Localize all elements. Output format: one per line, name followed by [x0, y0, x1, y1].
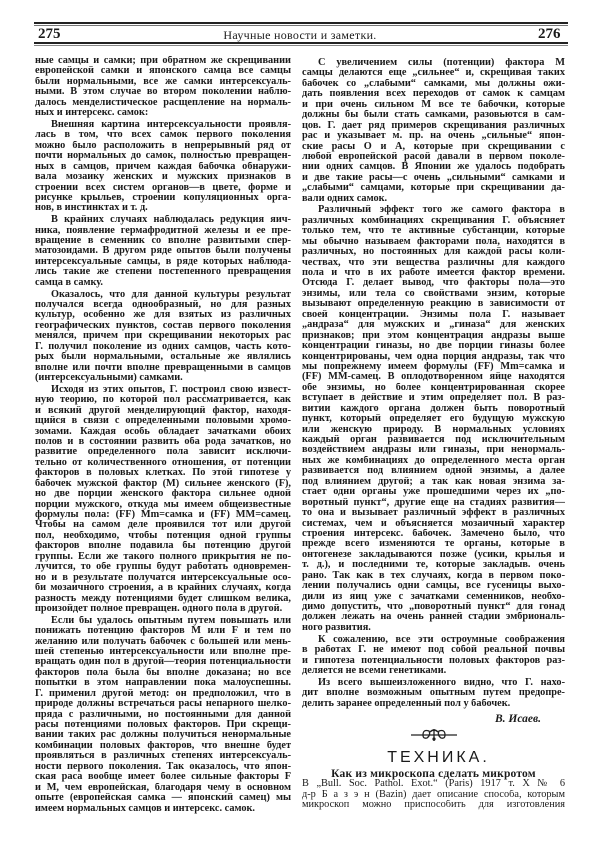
text-line: вызывают определенную реакцию в зависимости от — [302, 299, 565, 310]
text-line: Чтобы на самом деле проявился тот или другой — [35, 520, 291, 531]
text-line: лась в том, что всех самок первого поколения — [35, 130, 291, 141]
text-line: рано. Так как в тех случаях, когда в первом поко- — [302, 570, 565, 581]
text-line: Оказалось, что для данной культуры результат — [51, 289, 291, 300]
text-line: группы. Если же такого полного прикрытия не по- — [35, 551, 291, 562]
text-line: культур, особенно же для взятых из различных — [35, 310, 291, 321]
text-line: географических пунктов, состав первого поколения — [35, 320, 291, 331]
text-line: пола и что в их работе имеется фактор времени. — [302, 268, 565, 279]
page-number-left: 275 — [38, 26, 61, 42]
text-line: развивается под влиянием одной энзимы, а далее — [302, 466, 565, 477]
text-line: онтогенезе закладываются позже (усики, крылья и — [302, 549, 565, 560]
paragraph — [302, 58, 565, 204]
text-line: разность между потенциями будет слишком велика, — [35, 593, 291, 604]
text-line: расы потенциями половых факторов. При скрещи- — [35, 720, 291, 731]
text-line: далось менделистическое расщепление на нормаль- — [35, 97, 291, 108]
running-title: Научные новости и заметки. — [223, 28, 377, 42]
text-line: чествах, что эти вещества различны для каждого — [302, 257, 565, 268]
paragraph — [35, 290, 291, 384]
paragraph — [35, 385, 291, 615]
text-line: В „Bull. Soc. Pathol. Exot.“ (Paris) 1917 т. X № 6 — [302, 779, 565, 790]
text-line: ные самцы и самки; при обратном же скрещивании — [35, 56, 291, 66]
text-line: развитие определенного пола зависит исключи- — [35, 447, 291, 458]
text-line: цов. Г. дает ряд примеров скрещивания различных — [302, 120, 565, 131]
text-line: ных в самцов, причем каждая бабочка обнаружи- — [35, 161, 291, 172]
text-line: были нормальными, все же самки интерсексуаль- — [35, 76, 291, 87]
text-line: вступает в действие и этим определяет пол. В раз- — [302, 393, 565, 404]
text-line: и при очень сильном M все те бабочки, которые — [302, 99, 565, 110]
right-column — [302, 58, 565, 812]
text-line: ности первого поколения. Так оказалось, что япон- — [35, 761, 291, 772]
text-line: и всякий другой менделирующий фактор, находя- — [35, 405, 291, 416]
text-line: почти нормальных до самок, полностью превращен- — [35, 151, 291, 162]
text-line: попытки в этом направлении пока малоуспешны. — [35, 678, 291, 689]
text-line: С увеличением силы (потенции) фактора M — [318, 58, 565, 68]
text-line: под влиянием другой; а так как новая энзима за- — [302, 476, 565, 487]
text-line: факторов вполне подавила бы потенцию другой — [35, 541, 291, 552]
ornament-divider-icon — [409, 727, 459, 743]
text-line: опыте (европейская самка — японский самец) мы — [35, 793, 291, 804]
header-rule-top — [34, 22, 568, 24]
paragraph — [302, 205, 565, 633]
text-line: в работах Г. не имеют под собой реальной почвы — [302, 645, 565, 656]
text-line: или женскую природу. В нормальных условиях — [302, 424, 565, 435]
text-line: воротный пункт“, другие еще на стадиях развития— — [302, 497, 565, 508]
text-line: вращать один пол в другой—теория потенциальности — [35, 657, 291, 668]
text-line: Исходя из этих опытов, Г. построил свою извест- — [51, 384, 291, 395]
text-line: (интерсексуальными) самками. — [35, 373, 183, 384]
text-line: любой европейской расой давали в первом поколе- — [302, 151, 565, 162]
text-line: своей концентрации. Энзимы пола Г. называет — [302, 309, 565, 320]
text-line: т. д.), и последними те, которые закладыв. очень — [302, 560, 565, 571]
text-line: ными. В этом случае во втором поколении наблю- — [35, 87, 291, 98]
text-line: микроскоп можно приспособить для изготовления — [302, 800, 565, 811]
text-line: пункт, который определяет его будущую мужскую — [302, 414, 565, 425]
text-line: ных и интерсекс. самок: — [35, 108, 149, 119]
text-line: „слабыми“ самцами, которые при скрещивании да- — [302, 183, 565, 194]
text-line: ская раса вообще имеет более сильные факторы F — [35, 772, 291, 783]
text-line: концентрированы, чем одна порция андразы, так что — [302, 351, 565, 362]
text-line: бабочек со „слабыми“ самками, мы должны ожи- — [302, 78, 565, 89]
text-line: лись такие же степени постепенного превращения — [35, 267, 291, 278]
text-line: строения интерсекс. бабочек. Замечено было, что — [302, 528, 565, 539]
text-line: проявляться в различных степенях интерсексуаль- — [35, 751, 291, 762]
text-line: комбинации половых факторов, что внешне будет — [35, 740, 291, 751]
section-title: ТЕХНИКА. — [387, 749, 490, 767]
text-line: можно было расположить в непрерывный ряд от — [35, 140, 291, 151]
text-line: факторов в половых клетках. По этой гипотезе у — [35, 468, 291, 479]
text-line: различных комбинациях скрещивания Г. объясняет — [302, 215, 565, 226]
text-line: и две такие расы—с очень „сильными“ самками и — [302, 172, 565, 183]
text-line: самцы делаются еще „сильнее“ и, скрещивая таких — [302, 68, 565, 79]
text-line: деляется не всеми генетиками. — [302, 665, 447, 676]
text-line: Различный эффект того же самого фактора в — [318, 205, 565, 216]
text-line: К сожалению, все эти остроумные соображения — [318, 634, 565, 645]
paragraph — [35, 56, 291, 119]
text-line: но две порции женского фактора сильнее одной — [35, 489, 291, 500]
text-line: признаков; при этом концентрация андразы выше — [302, 330, 565, 341]
paragraph — [302, 678, 565, 709]
text-line: воздействием андразы или гиназы, при ненормаль- — [302, 445, 565, 456]
text-line: только тем, что те активные субстанции, которые — [302, 226, 565, 237]
header-rule-bottom — [34, 42, 568, 44]
text-line: Отсюда Г. делает вывод, что факторы пола—это — [302, 278, 565, 289]
text-line: желанию или получать бабочек с большей или мень- — [35, 636, 291, 647]
article-title: Как из микроскопа сделать микротом — [331, 767, 536, 780]
text-line: стает одни органы уже прошедшими через их „по- — [302, 487, 565, 498]
text-line: самца в самку. — [35, 277, 103, 288]
paragraph — [302, 635, 565, 677]
text-line: менялся, причем при скрещивании некоторых рас — [35, 331, 291, 342]
text-line: вали одних самок. — [302, 193, 388, 204]
text-line: понижать потенцию факторов M или F и тем по — [35, 626, 291, 637]
text-line: пол, необходимо, чтобы потенция одной группы — [35, 530, 291, 541]
text-line: димо допустить, что „поворотный пункт“ для гонад — [302, 602, 565, 613]
text-line: и гипотеза потенциальности половых факторов раз- — [302, 655, 565, 666]
text-line: формулы пола: (FF) Mm=самка и (FF) MM=самец. — [35, 510, 291, 520]
text-line: нов, в инстинктах и т. д. — [35, 203, 148, 214]
text-line: витии каждого органа должен быть поворотный — [302, 403, 565, 414]
text-line: дит вполне возможным опытным путем предопре- — [302, 688, 565, 699]
text-line: строении всех систем органов—в цвете, форме и — [35, 182, 291, 193]
article-paragraph — [302, 779, 565, 810]
header-rule-top-thin — [34, 25, 568, 26]
text-line: зомами. Каждая особь обладает зачатками обоих — [35, 426, 291, 437]
text-line: вании таких рас должны получиться ненормальные — [35, 730, 291, 741]
text-line: лучится, то обе группы будут работать одновремен- — [35, 562, 291, 573]
text-line: мы попрежнему имеем формулы (FF) Mm=самка и — [302, 361, 565, 372]
text-line: делить заранее определенный пол у бабочек. — [302, 698, 511, 709]
text-line: системах, чем и объясняется мозаичный характер — [302, 518, 565, 529]
text-line: факторов пола была бы вполне доказана; но все — [35, 667, 291, 678]
paragraph — [35, 616, 291, 814]
text-line: рас и указывает м. пр. на очень „сильные“ япон- — [302, 131, 565, 142]
right-column-body — [302, 58, 565, 709]
text-line: концентрации гиназы, но две порции гиназы более — [302, 341, 565, 352]
text-line: Из всего вышеизложенного видно, что Г. нахо- — [318, 677, 565, 688]
text-line: вала мозаику женских и мужских признаков в — [35, 172, 291, 183]
text-line: интерсексуальные самцы, в ряде которых наблюда- — [35, 256, 291, 267]
text-line: получался всегда однообразный, но для разных — [35, 299, 291, 310]
text-line: шей степенью интерсексуальности или вполне пре- — [35, 646, 291, 657]
text-line: прежде всего изменяются те органы, которые в — [302, 539, 565, 550]
text-line: должен лежать на очень ранней стадии эмбриональ- — [302, 612, 565, 623]
text-line: матозоидами. В другом ряде опытов были получены — [35, 246, 291, 257]
text-line: Г. получил поколение из одних самцов, часть кото- — [35, 341, 291, 352]
left-column-body — [35, 56, 291, 814]
text-line: ника, появление гермафродитной железы и ее пре- — [35, 225, 291, 236]
text-line: д-р Б а з э н (Bazin) дает описание способа, которым — [302, 789, 565, 800]
text-line: полов и в состоянии развить оба рода зачатков, но — [35, 436, 291, 447]
left-column — [35, 56, 291, 815]
text-line: ную теорию, по которой пол рассматривается, как — [35, 395, 291, 406]
text-line: ного развития. — [302, 622, 371, 633]
paragraph — [35, 120, 291, 214]
paragraph — [35, 215, 291, 288]
text-line: различных, но постоянных для каждой расы коли- — [302, 247, 565, 258]
text-line: (FF) MM-самец. В оплодотворенном яйце находятся — [302, 372, 565, 383]
text-line: дать появления всех переходов от самок к самцам — [302, 89, 565, 100]
text-line: то она и вызывает различный эффект в различных — [302, 508, 565, 519]
text-line: должны бы были стать самками, разовьются в сам- — [302, 110, 565, 121]
text-line: В крайних случаях наблюдалась редукция яич- — [51, 215, 291, 226]
text-line: имеем нормальных самцов и интерсекс. самок. — [35, 803, 256, 814]
text-line: произойдет полное превращен. одного пола в другой. — [35, 603, 283, 614]
text-line: пряда с различными, но постоянными для данной — [35, 709, 291, 720]
text-line: ские расы O и A, которые при скрещивании с — [302, 141, 565, 152]
page-number-right: 276 — [538, 26, 561, 42]
header-rule-bottom-thin — [34, 45, 568, 46]
text-line: би мозаичного строения, а в крайних случаях, когда — [35, 583, 291, 594]
text-line: энзимы, или тела со свойствами энзим, которые — [302, 288, 565, 299]
text-line: Г. применил другой метод: он предположил, что в — [35, 688, 291, 699]
text-line: нии одних самцов. В Японии же удалось подобрать — [302, 162, 565, 173]
text-line: но и в результате получатся интерсексуальные осо- — [35, 572, 291, 583]
text-line: лении получались одни самцы, все гусеницы выхо- — [302, 581, 565, 592]
text-line: порции мужского, откуда мы имеем общеизвестные — [35, 499, 291, 510]
text-line: бабочек мужской фактор (M) сильнее женского (F), — [35, 478, 291, 489]
text-line: и M, чем европейская, благодаря чему в основном — [35, 782, 291, 793]
text-line: вращение в семенник со вполне развитыми спер- — [35, 236, 291, 247]
text-line: ных же комбинациях до определенного места орган — [302, 455, 565, 466]
text-line: Если бы удалось опытным путем повышать или — [51, 615, 291, 626]
text-line: тельно от количественного отношения, от потенции — [35, 457, 291, 468]
text-line: обе энзимы, но более концентрированная скорее — [302, 382, 565, 393]
text-line: „андраза“ для мужских и „гиназа“ для женских — [302, 320, 565, 331]
text-line: Внешняя картина интерсексуальности проявля- — [51, 119, 291, 130]
text-line: вполне или почти вполне превращенными в самцов — [35, 362, 291, 373]
text-line: рых были нормальными, остальные же являлись — [35, 352, 291, 363]
text-line: мы обычно называем факторами пола, находятся в — [302, 236, 565, 247]
text-line: рисунке крыльев, строении копуляционных орга- — [35, 192, 291, 203]
text-line: европейской самки и японского самца все самцы — [35, 66, 291, 77]
text-line: дили из яиц уже с зачатками семенников, необхо- — [302, 591, 565, 602]
text-line: природе должны встречаться расы непарного шелко- — [35, 699, 291, 710]
author-signature: В. Исаев. — [494, 713, 541, 726]
text-line: щийся в связи с определенными половыми хромо- — [35, 416, 291, 427]
text-line: каждый орган развивается под исключительным — [302, 435, 565, 446]
